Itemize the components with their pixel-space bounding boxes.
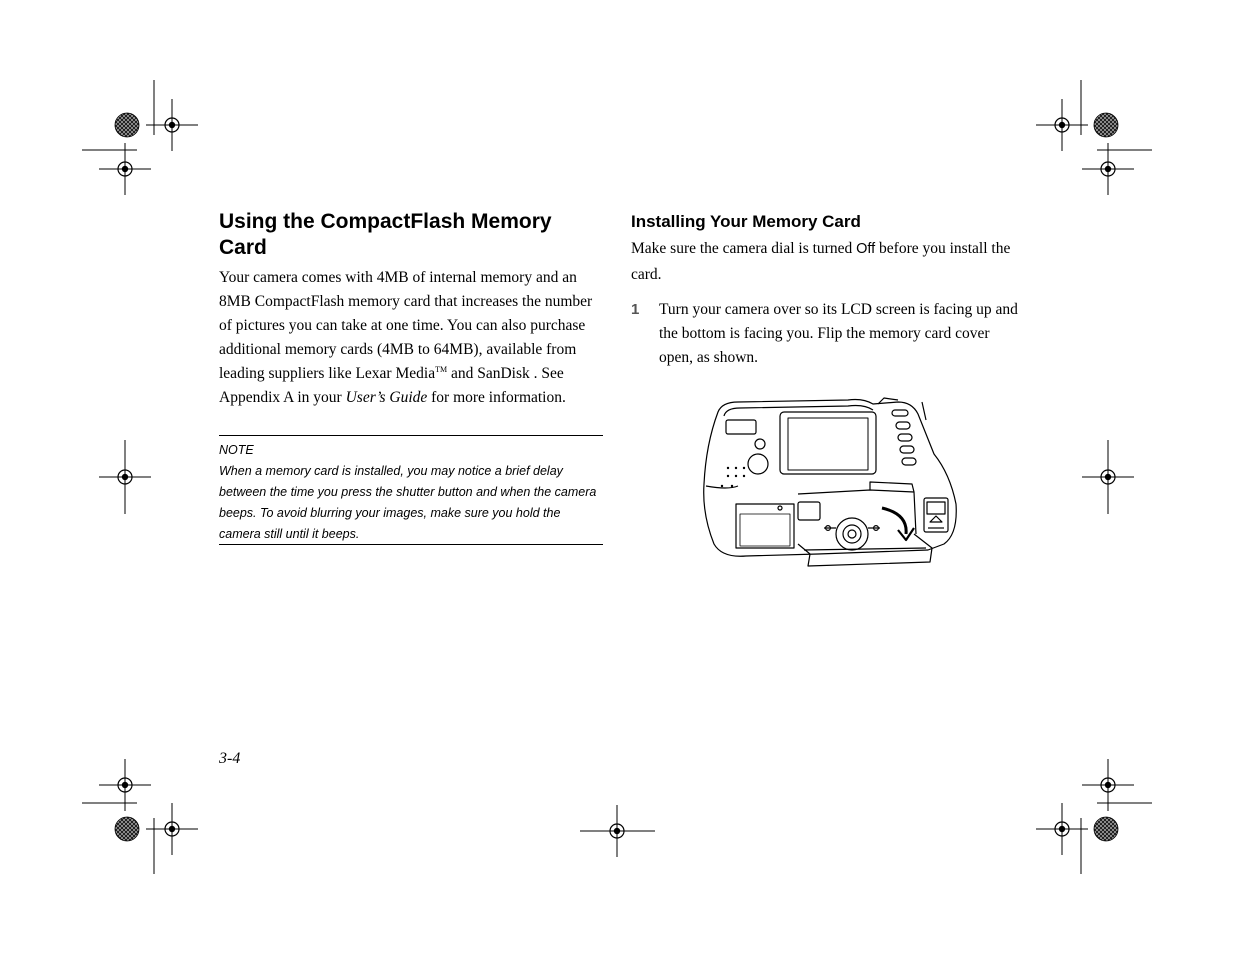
paragraph-text-a: Your camera comes with 4MB of internal memory and an 8MB CompactFlash memory card that increases the number of pictures you can take at one time. You can also purchase additional memory cards (4MB to 64MB), available from leading suppliers like Lexar Media — [219, 269, 593, 382]
intro-text-b: before you install the card. — [631, 240, 1011, 283]
registration-mark-bottom-right — [1036, 759, 1152, 874]
registration-mark-top-right — [1036, 80, 1152, 195]
intro-text-a: Make sure the camera dial is turned — [631, 240, 857, 257]
section-title: Using the CompactFlash Memory Card — [219, 210, 552, 259]
trademark-symbol: TM — [435, 364, 448, 374]
registration-mark-top-left — [82, 80, 198, 195]
registration-mark-mid-left — [99, 440, 151, 514]
note-box — [219, 435, 603, 545]
users-guide-title: User’s Guide — [345, 389, 428, 406]
install-intro — [631, 236, 1026, 287]
camera-illustration — [698, 394, 962, 572]
paragraph-text-c: for more information. — [427, 389, 566, 406]
page-number: 3-4 — [219, 750, 241, 767]
registration-mark-bottom-center — [580, 805, 655, 857]
registration-mark-bottom-left — [82, 759, 198, 874]
step-number: 1 — [631, 301, 640, 318]
note-text: When a memory card is installed, you may notice a brief delay between the time you press the shutter button and when the camera beeps. To avoid blurring your images, make sure you hold the camera still until it beeps. — [219, 464, 597, 541]
paragraph-text-b: and SanDisk . See Appendix A in your — [219, 365, 564, 406]
step-text: Turn your camera over so its LCD screen is facing up and the bottom is facing you. Flip the memory card cover open, as shown. — [659, 301, 1018, 366]
subsection-title: Installing Your Memory Card — [631, 212, 861, 231]
note-label: NOTE — [219, 443, 254, 457]
intro-paragraph — [219, 266, 607, 410]
dial-off-label: Off — [856, 241, 876, 257]
registration-mark-mid-right — [1082, 440, 1134, 514]
